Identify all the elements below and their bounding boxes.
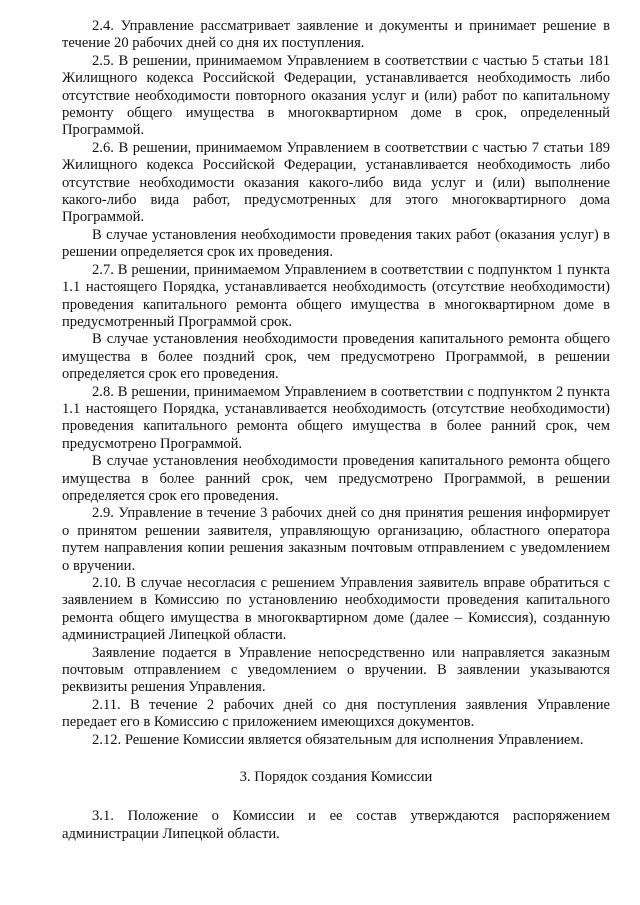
paragraph-2-7-note: В случае установления необходимости проведения капитального ремонта общего имущества в более поздний срок, чем предусмотрено Программой, в решении определяется срок его проведения. bbox=[62, 331, 610, 383]
paragraph-2-7: 2.7. В решении, принимаемом Управлением в соответствии с подпунктом 1 пункта 1.1 настоящего Порядка, устанавливается необходимость (отсутствие необходимости) проведения капитального ремонта общего имущества в многоквартирном доме в предусмотренный Программой срок. bbox=[62, 261, 610, 330]
paragraph-2-5: 2.5. В решении, принимаемом Управлением в соответствии с частью 5 статьи 181 Жилищного кодекса Российской Федерации, устанавливается необходимость либо отсутствие необходимости повторного оказания услуг и (или) работ по капитальному ремонту общего имущества в многоквартирном доме в срок, определенный Программой. bbox=[62, 52, 610, 139]
paragraph-2-4: 2.4. Управление рассматривает заявление и документы и принимает решение в течение 20 рабочих дней со дня их поступления. bbox=[62, 18, 610, 52]
paragraph-2-8: 2.8. В решении, принимаемом Управлением в соответствии с подпунктом 2 пункта 1.1 настоящего Порядка, устанавливается необходимость (отсутствие необходимости) проведения капитального ремонта общего имущества в более ранний срок, чем предусмотрено Программой. bbox=[62, 383, 610, 452]
paragraph-2-10: 2.10. В случае несогласия с решением Управления заявитель вправе обратиться с заявлением в Комиссию по установлению необходимости проведения капитального ремонта общего имущества в многоквартирном доме (далее – Комиссия), созданную администрацией Липецкой области. bbox=[62, 575, 610, 644]
paragraph-3-1: 3.1. Положение о Комиссии и ее состав утверждаются распоряжением администрации Липецкой области. bbox=[62, 808, 610, 842]
document-page bbox=[62, 18, 610, 843]
paragraph-2-11: 2.11. В течение 2 рабочих дней со дня поступления заявления Управление передает его в Комиссию с приложением имеющихся документов. bbox=[62, 696, 610, 731]
paragraph-2-12: 2.12. Решение Комиссии является обязательным для исполнения Управлением. bbox=[92, 731, 584, 748]
paragraph-2-6-note: В случае установления необходимости проведения таких работ (оказания услуг) в решении определяется срок их проведения. bbox=[62, 226, 610, 261]
paragraph-2-8-note: В случае установления необходимости проведения капитального ремонта общего имущества в более ранний срок, чем предусмотрено Программой, в решении определяется срок его проведения. bbox=[62, 453, 610, 504]
paragraph-2-9: 2.9. Управление в течение 3 рабочих дней со дня принятия решения информирует о принятом решении заявителя, управляющую организацию, областного оператора путем направления копии решения заказным почтовым отправлением с уведомлением о вручении. bbox=[62, 505, 610, 574]
paragraph-2-10-note: Заявление подается в Управление непосредственно или направляется заказным почтовым отправлением с уведомлением о вручении. В заявлении указываются реквизиты решения Управления. bbox=[62, 644, 610, 696]
paragraph-2-6: 2.6. В решении, принимаемом Управлением в соответствии с частью 7 статьи 189 Жилищного кодекса Российской Федерации, устанавливается необходимость либо отсутствие необходимости оказания какого-либо вида услуг и (или) выполнение какого-либо вида работ, предусмотренных для этого многоквартирного дома Программой. bbox=[62, 139, 610, 226]
section-3-title: 3. Порядок создания Комиссии bbox=[239, 769, 433, 786]
